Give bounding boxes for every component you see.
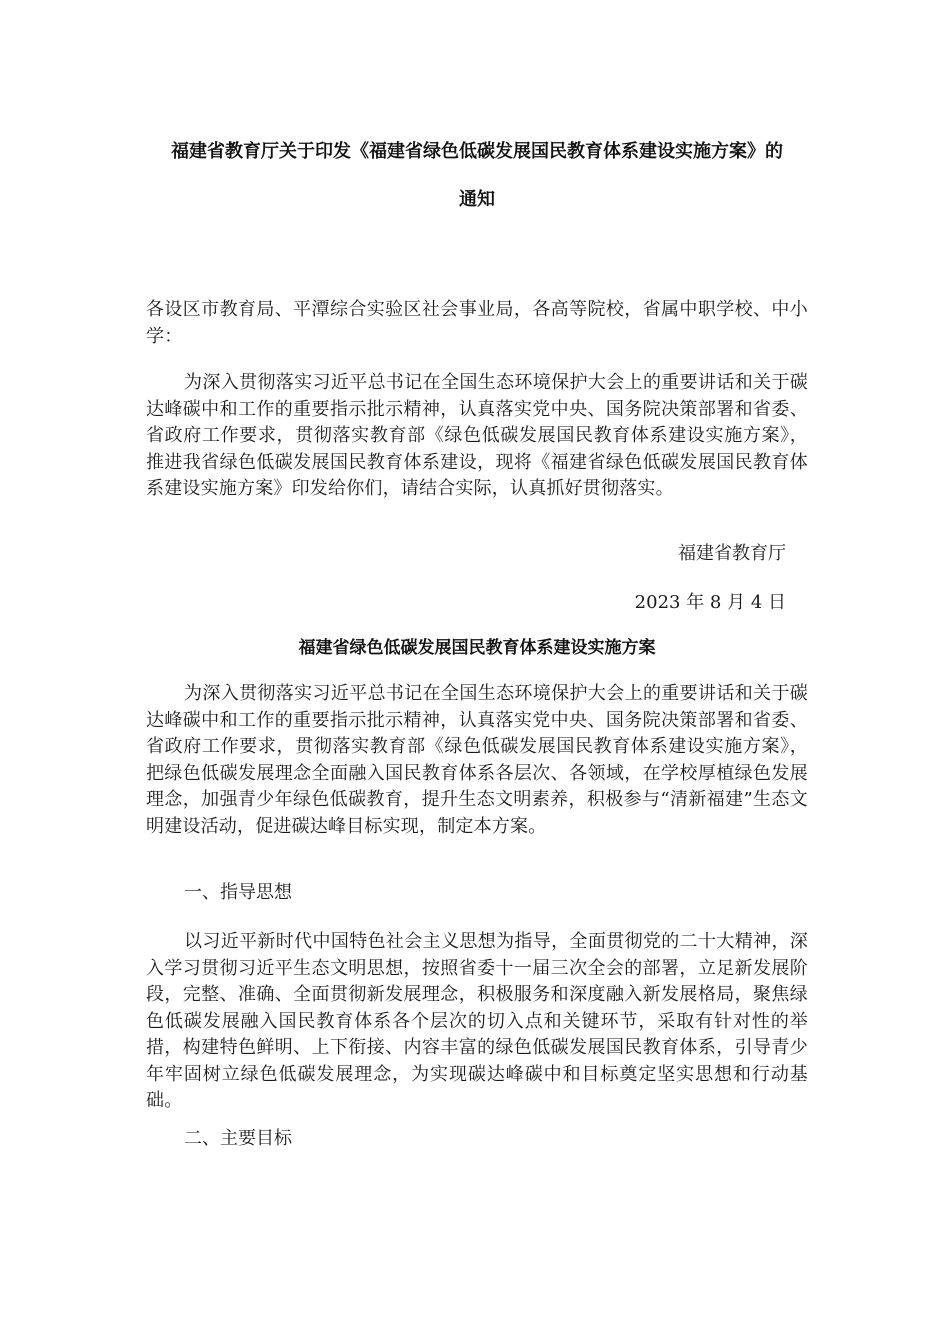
plan-title: 福建省绿色低碳发展国民教育体系建设实施方案 [298, 638, 656, 658]
recipients-paragraph: 各设区市教育局、平潭综合实验区社会事业局，各高等院校，省属中职学校、中小学： [146, 299, 808, 347]
plan-intro-paragraph: 为深入贯彻落实习近平总书记在全国生态环境保护大会上的重要讲话和关于碳达峰碳中和工作的重要指示批示精神，认真落实党中央、国务院决策部署和省委、省政府工作要求，贯彻落实教育部《绿色低碳发展国民教育体系建设实施方案》，把绿色低碳发展理念全面融入国民教育体系各层次、各领域，在学校厚植绿色发展理念，加强青少年绿色低碳教育，提升生态文明素养，积极参与“清新福建”生态文明建设活动，促进碳达峰目标实现，制定本方案。 [146, 683, 808, 837]
issuer-signature: 福建省教育厅 [678, 543, 786, 564]
intro-paragraph: 为深入贯彻落实习近平总书记在全国生态环境保护大会上的重要讲话和关于碳达峰碳中和工作的重要指示批示精神，认真落实党中央、国务院决策部署和省委、省政府工作要求，贯彻落实教育部《绿色低碳发展国民教育体系建设实施方案》，推进我省绿色低碳发展国民教育体系建设，现将《福建省绿色低碳发展国民教育体系建设实施方案》印发给你们，请结合实际，认真抓好贯彻落实。 [146, 372, 808, 499]
section-heading-main-goals: 二、主要目标 [184, 1128, 292, 1149]
document-title-line1: 福建省教育厅关于印发《福建省绿色低碳发展国民教育体系建设实施方案》的 [171, 141, 783, 162]
section-heading-guiding-ideology: 一、指导思想 [184, 882, 292, 903]
issue-date: 2023 年 8 月 4 日 [634, 592, 786, 613]
section1-paragraph: 以习近平新时代中国特色社会主义思想为指导，全面贯彻党的二十大精神，深入学习贯彻习近平生态文明思想，按照省委十一届三次全会的部署，立足新发展阶段，完整、准确、全面贯彻新发展理念，积极服务和深度融入新发展格局，聚焦绿色低碳发展融入国民教育体系各个层次的切入点和关键环节，采取有针对性的举措，构建特色鲜明、上下衔接、内容丰富的绿色低碳发展国民教育体系，引导青少年牢固树立绿色低碳发展理念，为实现碳达峰碳中和目标奠定坚实思想和行动基础。 [146, 931, 808, 1111]
document-title-line2: 通知 [459, 189, 495, 210]
